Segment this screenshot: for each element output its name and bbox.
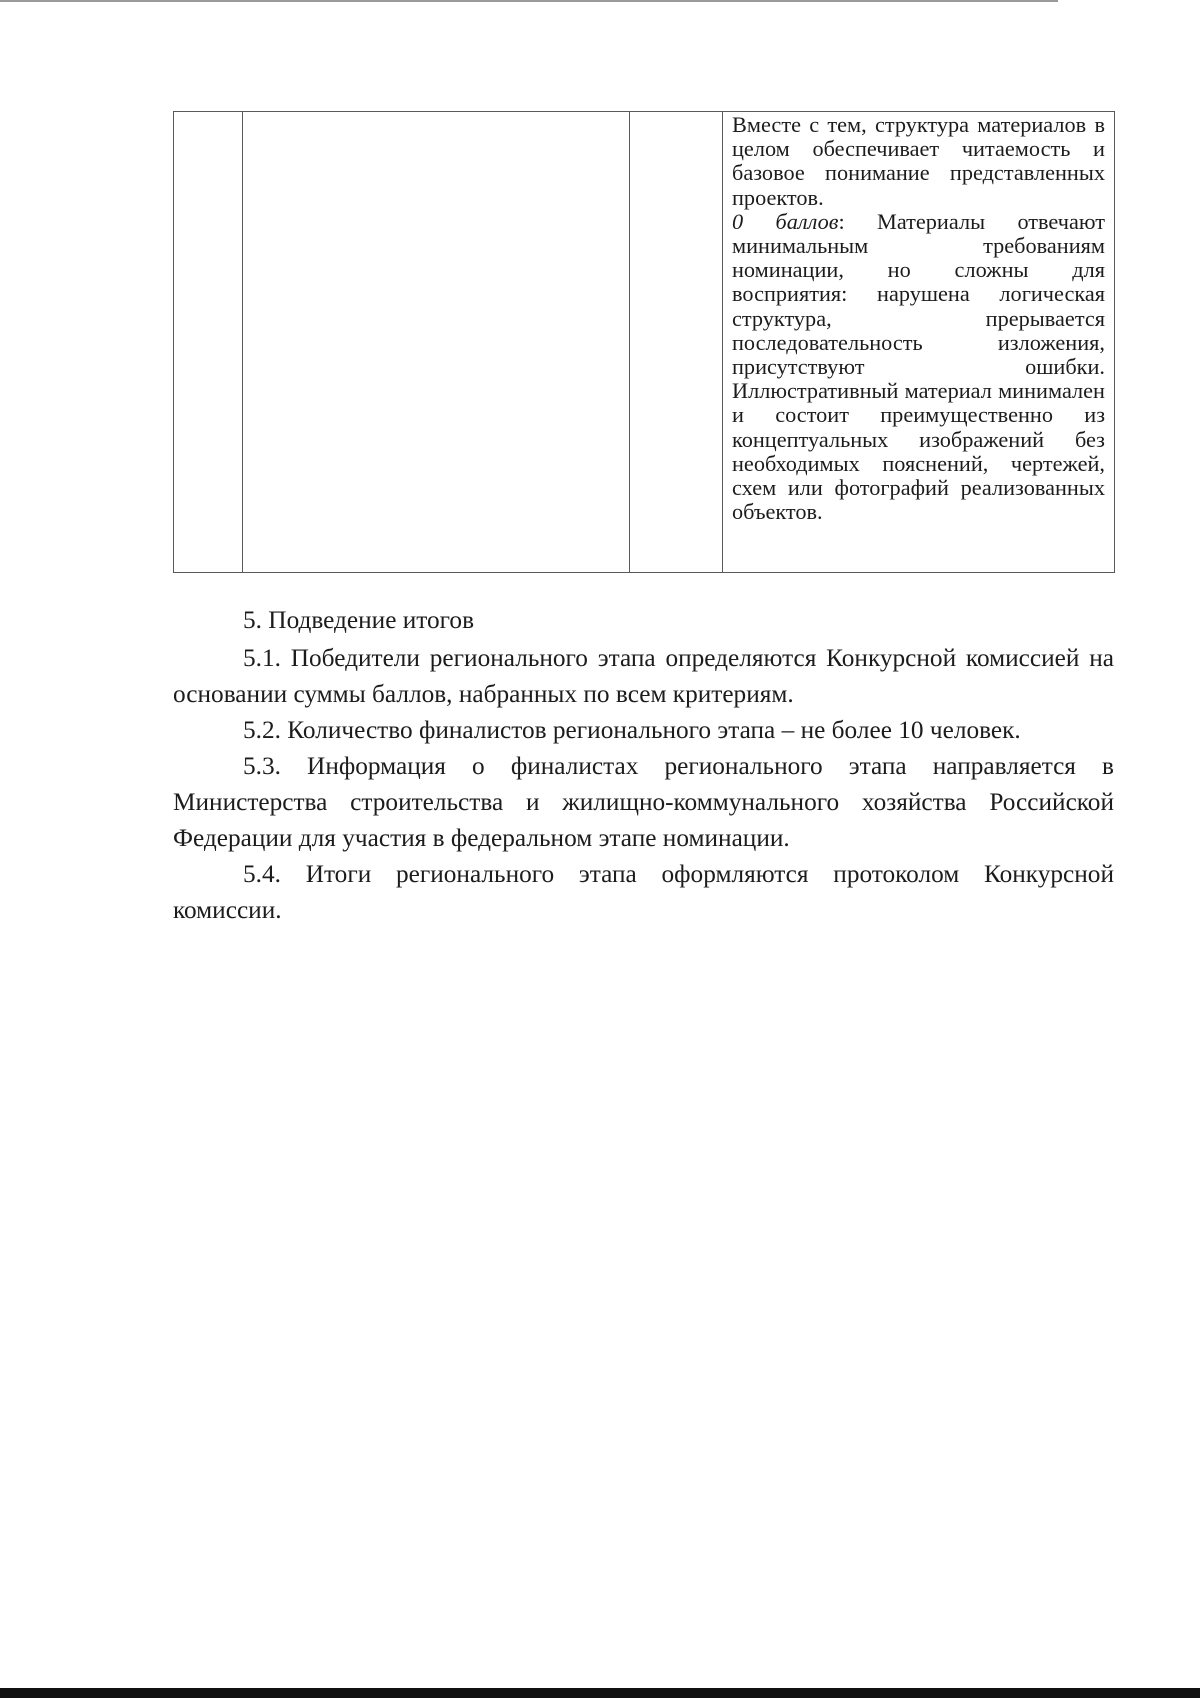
- criteria-table: [173, 111, 1115, 573]
- summary-section: [173, 602, 1114, 928]
- score-label: 0 баллов: [732, 208, 839, 234]
- scan-edge-top: [0, 0, 1058, 2]
- description-paragraph-2: [732, 210, 1105, 525]
- description-paragraph-1: Вместе с тем, структура материалов в целом обеспечивает читаемость и базовое понимание представленных проектов.: [732, 112, 1105, 210]
- score-description: : Материалы отвечают минимальным требованиям номинации, но сложны для восприятия: нарушена логическая структура, прерывается последовательность изложения, присутствуют ошибки. Иллюстративный материал минимален и состоит преимущественно из концептуальных изображений без необходимых пояснений, чертежей, схем или фотографий реализованных объектов.: [732, 208, 1105, 525]
- paragraph-5-1: 5.1. Победители регионального этапа определяются Конкурсной комиссией на основании суммы баллов, набранных по всем критериям.: [173, 644, 1114, 708]
- table-cell-max-score: [630, 112, 723, 573]
- paragraph-5-2: 5.2. Количество финалистов регионального этапа – не более 10 человек.: [243, 716, 1021, 744]
- table-cell-description: [723, 112, 1115, 573]
- table-cell-criterion: [243, 112, 630, 573]
- table-cell-number: [174, 112, 243, 573]
- paragraph-5-3: 5.3. Информация о финалистах регионального этапа направляется в Министерства строительства и жилищно-коммунального хозяйства Российской Федерации для участия в федеральном этапе номинации.: [173, 752, 1114, 852]
- section-heading: 5. Подведение итогов: [243, 606, 475, 634]
- scan-edge-bottom: [0, 1688, 1200, 1698]
- table-row: [174, 112, 1115, 573]
- paragraph-5-4: 5.4. Итоги регионального этапа оформляются протоколом Конкурсной комиссии.: [173, 860, 1114, 924]
- criterion-description: [723, 112, 1114, 524]
